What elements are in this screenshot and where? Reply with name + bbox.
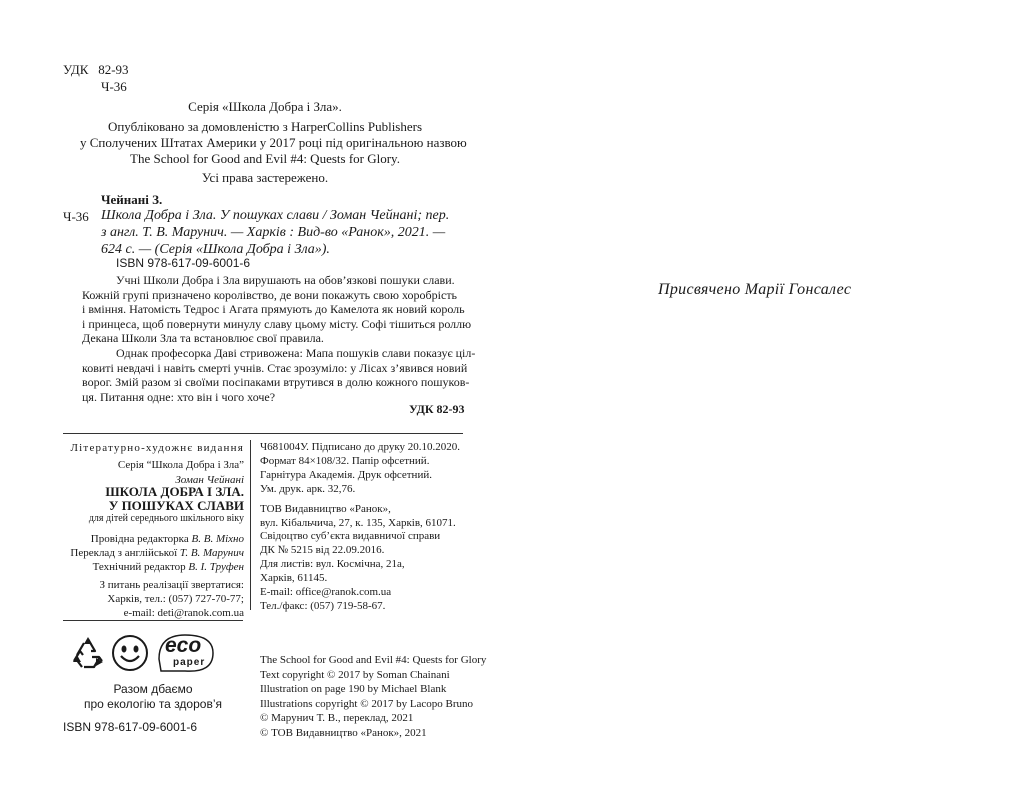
copyright-line: © Марунич Т. В., переклад, 2021 (260, 712, 414, 724)
imprint-right-line: Ум. друк. арк. 32,76. (260, 482, 356, 495)
imprint-right-line: вул. Кібальчича, 27, к. 135, Харків, 61071. (260, 516, 456, 529)
imprint-right-line: Формат 84×108/32. Папір офсетний. (260, 454, 430, 467)
sales-line: З питань реалізації звертатися: (99, 579, 244, 591)
catalog-mark: Ч-36 (63, 209, 89, 224)
translator-label: Переклад з англійської (70, 547, 178, 559)
copyright-block (260, 653, 486, 740)
divider-vertical (250, 440, 251, 610)
udk-code: 82-93 (98, 62, 129, 77)
catalog-line: Школа Добра і Зла. У пошуках слави / Зоман Чейнані; пер. (101, 208, 450, 223)
imprint-right-line: Свідоцтво суб’єкта видавничої справи (260, 530, 441, 543)
sales-line: e-mail: deti@ranok.com.ua (123, 607, 244, 619)
imprint-audience: для дітей середнього шкільного віку (88, 513, 244, 524)
annotation-line: і принцеса, щоб повернути минулу славу цьому місту. Софі тішиться роллю (82, 316, 472, 331)
udk-top (63, 62, 129, 78)
publication-note-line: у Сполучених Штатах Америки у 2017 році під оригінальною назвою (80, 135, 467, 150)
copyright-line: © ТОВ Видавництво «Ранок», 2021 (260, 726, 427, 739)
catalog-isbn: ISBN 978-617-09-6001-6 (116, 256, 251, 270)
eco-slogan-line: про екологію та здоров’я (83, 697, 222, 711)
annotation-line: Однак професорка Даві стривожена: Мапа пошуків слави показує цiл- (116, 345, 476, 360)
catalog-record (101, 207, 449, 258)
annotation-line: ця. Питання одне: хто він і чого хоче? (82, 389, 276, 404)
udk-bottom: УДК 82-93 (409, 402, 465, 416)
imprint-sales (40, 578, 244, 620)
catalog-author: Чейнані З. (101, 192, 163, 207)
imprint-right-line: Для листів: вул. Космічна, 21а, (260, 558, 405, 571)
eco-logo (155, 629, 225, 675)
smiley-icon (110, 633, 150, 678)
catalog-line: 624 с. — (Серія «Школа Добра і Зла»). (101, 242, 330, 257)
imprint-editor (40, 532, 244, 546)
imprint-tech-editor (40, 560, 244, 574)
udk-label: УДК (63, 62, 89, 77)
series-line: Серія «Школа Добра і Зла». (188, 99, 342, 114)
imprint-right-line: ДК № 5215 від 22.09.2016. (260, 544, 385, 557)
publication-note-line: Опубліковано за домовленістю з HarperCollins Publishers (107, 119, 423, 134)
eco-brand-bottom: paper (173, 657, 206, 668)
imprint-title-line: У ПОШУКАХ СЛАВИ (108, 498, 244, 513)
annotation-line: Кожній групі призначено королівство, де вони покажуть свою хоробрість (82, 287, 458, 302)
catalog-line: з англ. Т. В. Марунич. — Харків : Вид-во «Ранок», 2021. — (101, 225, 446, 240)
copyright-line: Illustrations copyright © 2017 by Lacopo Bruno (260, 697, 474, 710)
eco-divider (63, 620, 243, 621)
imprint-right-line: Ч681004У. Підписано до друку 20.10.2020. (260, 441, 461, 453)
copyright-line: The School for Good and Evil #4: Quests for Glory (260, 654, 487, 666)
sales-line: Харків, тел.: (057) 727-70-77; (107, 593, 244, 605)
imprint-author: Зоман Чейнані (175, 474, 244, 486)
imprint-series: Серія “Школа Добра і Зла” (117, 459, 244, 471)
publication-note (80, 119, 467, 167)
translator-name: Т. В. Марунич (179, 547, 244, 559)
annotation-line: ворог. Змій разом зі своїми посіпаками втрутився в долю кожного пошуков- (82, 375, 470, 390)
imprint-title-line: ШКОЛА ДОБРА І ЗЛА. (105, 484, 244, 499)
eco-slogan-line: Разом дбаємо (113, 682, 193, 696)
editor-label: Провідна редакторка (90, 533, 189, 545)
imprint-translator (40, 546, 244, 560)
copyright-line: Illustration on page 190 by Michael Blank (260, 683, 447, 695)
eco-isbn: ISBN 978-617-09-6001-6 (63, 720, 198, 734)
imprint-right-line: ТОВ Видавництво «Ранок», (260, 502, 391, 515)
annotation-line: Учні Школи Добра і Зла вирушають на обов’язкові пошуки слави. (116, 273, 455, 287)
copyright-line: Text copyright © 2017 by Soman Chainani (260, 668, 450, 681)
annotation (82, 273, 475, 404)
divider (63, 433, 463, 434)
imprint-genre: Літературно-художнє видання (70, 442, 244, 454)
tech-editor-label: Технічний редактор (92, 561, 186, 573)
annotation-line: Декана Школи Зла та встановлює свої правила. (82, 331, 324, 346)
tech-editor-name: В. І. Труфен (188, 561, 244, 573)
author-mark-top: Ч-36 (101, 79, 127, 94)
rights-line: Усі права застережено. (201, 170, 329, 185)
imprint-right (260, 441, 460, 614)
editor-name: В. В. Міхно (191, 533, 244, 545)
eco-brand-top: eco (165, 634, 202, 657)
publication-note-line: The School for Good and Evil #4: Quests for Glory. (130, 151, 400, 166)
imprint-title (60, 485, 244, 513)
imprint-right-line: Тел./факс: (057) 719-58-67. (260, 599, 386, 612)
annotation-line: і вміння. Натомість Тедрос і Агата прямують до Камелота як новий король (82, 302, 465, 317)
imprint-right-line: Гарнітура Академія. Друк офсетний. (260, 468, 432, 481)
dedication: Присвячено Марії Гонсалес (658, 281, 852, 298)
annotation-line: ковиті невдачі і навіть смерті учнів. Стає зрозуміло: у Лісах з’явився новий (82, 360, 468, 375)
imprint-right-line: E-mail: office@ranok.com.ua (260, 586, 392, 599)
eco-slogan (63, 682, 243, 712)
recycle-icon (68, 633, 108, 678)
imprint-right-line: Харків, 61145. (260, 572, 328, 585)
